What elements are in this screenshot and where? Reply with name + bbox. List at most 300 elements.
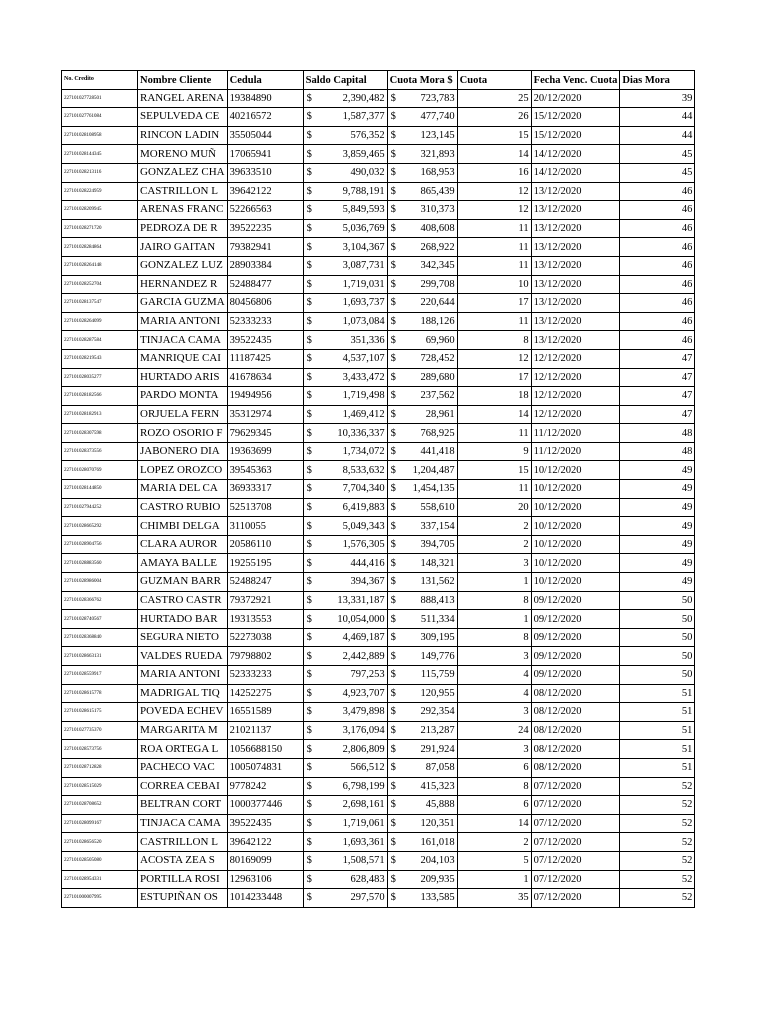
- cell-cuota-mora[interactable]: [387, 796, 457, 815]
- cell-dias-mora[interactable]: 52: [620, 796, 695, 815]
- cell-saldo-capital[interactable]: [303, 442, 387, 461]
- cell-cuota[interactable]: 6: [457, 796, 531, 815]
- cell-fecha-venc[interactable]: 08/12/2020: [531, 721, 620, 740]
- cell-fecha-venc[interactable]: 08/12/2020: [531, 703, 620, 722]
- cell-nombre-cliente[interactable]: TINJACA CAMA: [138, 331, 228, 350]
- cell-nombre-cliente[interactable]: MANRIQUE CAI: [138, 349, 228, 368]
- cell-no-credito[interactable]: 227101028271720: [62, 219, 138, 238]
- cell-dias-mora[interactable]: 48: [620, 442, 695, 461]
- cell-saldo-capital[interactable]: [303, 870, 387, 889]
- cell-cuota-mora[interactable]: [387, 647, 457, 666]
- cell-cuota-mora[interactable]: [387, 498, 457, 517]
- cell-fecha-venc[interactable]: 07/12/2020: [531, 851, 620, 870]
- cell-cedula[interactable]: 79629345: [227, 424, 303, 443]
- cell-saldo-capital[interactable]: [303, 349, 387, 368]
- cell-no-credito[interactable]: 227101028137547: [62, 294, 138, 313]
- cell-nombre-cliente[interactable]: MARIA DEL CA: [138, 480, 228, 499]
- cell-cuota[interactable]: 12: [457, 349, 531, 368]
- cell-cuota[interactable]: 12: [457, 201, 531, 220]
- cell-cuota-mora[interactable]: [387, 163, 457, 182]
- cell-nombre-cliente[interactable]: TINJACA CAMA: [138, 814, 228, 833]
- cell-dias-mora[interactable]: 52: [620, 814, 695, 833]
- cell-saldo-capital[interactable]: [303, 145, 387, 164]
- cell-no-credito[interactable]: 227101028284864: [62, 238, 138, 257]
- header-cuota[interactable]: Cuota: [457, 71, 531, 90]
- cell-no-credito[interactable]: 227101028515029: [62, 777, 138, 796]
- cell-cuota[interactable]: 10: [457, 275, 531, 294]
- cell-cedula[interactable]: 19384890: [227, 89, 303, 108]
- cell-cuota-mora[interactable]: [387, 387, 457, 406]
- cell-no-credito[interactable]: 227101028904756: [62, 535, 138, 554]
- cell-cuota-mora[interactable]: [387, 331, 457, 350]
- cell-nombre-cliente[interactable]: GUZMAN BARR: [138, 573, 228, 592]
- cell-nombre-cliente[interactable]: CASTRO RUBIO: [138, 498, 228, 517]
- cell-dias-mora[interactable]: 46: [620, 238, 695, 257]
- cell-cuota[interactable]: 20: [457, 498, 531, 517]
- cell-cuota[interactable]: 11: [457, 256, 531, 275]
- cell-nombre-cliente[interactable]: ROZO OSORIO F: [138, 424, 228, 443]
- cell-cuota-mora[interactable]: [387, 312, 457, 331]
- cell-nombre-cliente[interactable]: CHIMBI DELGA: [138, 517, 228, 536]
- cell-cuota[interactable]: 11: [457, 424, 531, 443]
- cell-saldo-capital[interactable]: [303, 424, 387, 443]
- cell-cuota[interactable]: 12: [457, 182, 531, 201]
- cell-saldo-capital[interactable]: [303, 833, 387, 852]
- cell-saldo-capital[interactable]: [303, 219, 387, 238]
- cell-cuota[interactable]: 11: [457, 480, 531, 499]
- cell-cuota-mora[interactable]: [387, 294, 457, 313]
- cell-nombre-cliente[interactable]: HERNANDEZ R: [138, 275, 228, 294]
- cell-cedula[interactable]: 52488247: [227, 573, 303, 592]
- cell-saldo-capital[interactable]: [303, 108, 387, 127]
- cell-no-credito[interactable]: 227101028366762: [62, 591, 138, 610]
- cell-dias-mora[interactable]: 50: [620, 610, 695, 629]
- cell-cuota[interactable]: 16: [457, 163, 531, 182]
- cell-fecha-venc[interactable]: 10/12/2020: [531, 554, 620, 573]
- cell-dias-mora[interactable]: 51: [620, 721, 695, 740]
- cell-no-credito[interactable]: 227101028665292: [62, 517, 138, 536]
- cell-saldo-capital[interactable]: [303, 256, 387, 275]
- cell-fecha-venc[interactable]: 10/12/2020: [531, 480, 620, 499]
- cell-cuota-mora[interactable]: [387, 889, 457, 908]
- cell-dias-mora[interactable]: 45: [620, 163, 695, 182]
- cell-cuota[interactable]: 1: [457, 573, 531, 592]
- cell-nombre-cliente[interactable]: ESTUPIÑAN OS: [138, 889, 228, 908]
- cell-no-credito[interactable]: 227101027735370: [62, 721, 138, 740]
- cell-nombre-cliente[interactable]: BELTRAN CORT: [138, 796, 228, 815]
- cell-cuota-mora[interactable]: [387, 517, 457, 536]
- cell-cuota[interactable]: 11: [457, 312, 531, 331]
- cell-cedula[interactable]: 1000377446: [227, 796, 303, 815]
- cell-cuota[interactable]: 8: [457, 591, 531, 610]
- cell-no-credito[interactable]: 227101028559917: [62, 666, 138, 685]
- cell-cuota[interactable]: 3: [457, 647, 531, 666]
- cell-no-credito[interactable]: 227101028307598: [62, 424, 138, 443]
- cell-nombre-cliente[interactable]: JABONERO DIA: [138, 442, 228, 461]
- cell-saldo-capital[interactable]: [303, 163, 387, 182]
- cell-saldo-capital[interactable]: [303, 238, 387, 257]
- cell-no-credito[interactable]: 227101028099167: [62, 814, 138, 833]
- cell-dias-mora[interactable]: 49: [620, 554, 695, 573]
- cell-saldo-capital[interactable]: [303, 628, 387, 647]
- cell-cedula[interactable]: 17065941: [227, 145, 303, 164]
- cell-cedula[interactable]: 19494956: [227, 387, 303, 406]
- cell-cedula[interactable]: 12963106: [227, 870, 303, 889]
- cell-fecha-venc[interactable]: 12/12/2020: [531, 368, 620, 387]
- cell-saldo-capital[interactable]: [303, 684, 387, 703]
- cell-nombre-cliente[interactable]: JAIRO GAITAN: [138, 238, 228, 257]
- cell-dias-mora[interactable]: 51: [620, 684, 695, 703]
- cell-cedula[interactable]: 1056688150: [227, 740, 303, 759]
- cell-saldo-capital[interactable]: [303, 851, 387, 870]
- cell-cuota-mora[interactable]: [387, 201, 457, 220]
- header-cuota-mora[interactable]: Cuota Mora $: [387, 71, 457, 90]
- cell-fecha-venc[interactable]: 12/12/2020: [531, 349, 620, 368]
- cell-cedula[interactable]: 79798802: [227, 647, 303, 666]
- cell-cedula[interactable]: 19255195: [227, 554, 303, 573]
- cell-cuota-mora[interactable]: [387, 480, 457, 499]
- cell-no-credito[interactable]: 227101028144345: [62, 145, 138, 164]
- cell-no-credito[interactable]: 227101028070769: [62, 461, 138, 480]
- cell-cedula[interactable]: 52488477: [227, 275, 303, 294]
- cell-dias-mora[interactable]: 52: [620, 889, 695, 908]
- cell-cedula[interactable]: 39633510: [227, 163, 303, 182]
- cell-nombre-cliente[interactable]: ORJUELA FERN: [138, 405, 228, 424]
- cell-nombre-cliente[interactable]: LOPEZ OROZCO: [138, 461, 228, 480]
- cell-no-credito[interactable]: 227101028708652: [62, 796, 138, 815]
- cell-cuota-mora[interactable]: [387, 684, 457, 703]
- cell-cedula[interactable]: 39522435: [227, 331, 303, 350]
- cell-dias-mora[interactable]: 45: [620, 145, 695, 164]
- cell-no-credito[interactable]: 227101028144850: [62, 480, 138, 499]
- cell-cedula[interactable]: 19363699: [227, 442, 303, 461]
- cell-dias-mora[interactable]: 49: [620, 461, 695, 480]
- cell-nombre-cliente[interactable]: CORREA CEBAI: [138, 777, 228, 796]
- cell-cuota-mora[interactable]: [387, 573, 457, 592]
- cell-nombre-cliente[interactable]: SEGURA NIETO: [138, 628, 228, 647]
- cell-saldo-capital[interactable]: [303, 312, 387, 331]
- cell-cedula[interactable]: 19313553: [227, 610, 303, 629]
- cell-fecha-venc[interactable]: 09/12/2020: [531, 628, 620, 647]
- cell-fecha-venc[interactable]: 08/12/2020: [531, 740, 620, 759]
- cell-cedula[interactable]: 1014233448: [227, 889, 303, 908]
- cell-saldo-capital[interactable]: [303, 480, 387, 499]
- cell-cedula[interactable]: 39545363: [227, 461, 303, 480]
- cell-nombre-cliente[interactable]: HURTADO ARIS: [138, 368, 228, 387]
- cell-no-credito[interactable]: 227101027761084: [62, 108, 138, 127]
- cell-nombre-cliente[interactable]: MARIA ANTONI: [138, 666, 228, 685]
- cell-fecha-venc[interactable]: 10/12/2020: [531, 461, 620, 480]
- cell-cedula[interactable]: 52333233: [227, 312, 303, 331]
- cell-cuota-mora[interactable]: [387, 442, 457, 461]
- cell-cuota[interactable]: 14: [457, 145, 531, 164]
- cell-no-credito[interactable]: 227101027944252: [62, 498, 138, 517]
- cell-cuota-mora[interactable]: [387, 758, 457, 777]
- header-cedula[interactable]: Cedula: [227, 71, 303, 90]
- header-fecha-venc[interactable]: Fecha Venc. Cuota: [531, 71, 620, 90]
- cell-cuota-mora[interactable]: [387, 145, 457, 164]
- cell-cuota[interactable]: 17: [457, 368, 531, 387]
- cell-nombre-cliente[interactable]: POVEDA ECHEV: [138, 703, 228, 722]
- cell-cedula[interactable]: 20586110: [227, 535, 303, 554]
- cell-cuota-mora[interactable]: [387, 108, 457, 127]
- cell-saldo-capital[interactable]: [303, 666, 387, 685]
- cell-saldo-capital[interactable]: [303, 758, 387, 777]
- cell-cuota[interactable]: 15: [457, 461, 531, 480]
- cell-dias-mora[interactable]: 49: [620, 573, 695, 592]
- cell-fecha-venc[interactable]: 07/12/2020: [531, 889, 620, 908]
- cell-fecha-venc[interactable]: 08/12/2020: [531, 684, 620, 703]
- cell-saldo-capital[interactable]: [303, 535, 387, 554]
- cell-saldo-capital[interactable]: [303, 387, 387, 406]
- cell-cuota[interactable]: 35: [457, 889, 531, 908]
- cell-no-credito[interactable]: 227101028213116: [62, 163, 138, 182]
- cell-nombre-cliente[interactable]: PORTILLA ROSI: [138, 870, 228, 889]
- cell-nombre-cliente[interactable]: ACOSTA ZEA S: [138, 851, 228, 870]
- cell-cuota[interactable]: 17: [457, 294, 531, 313]
- cell-no-credito[interactable]: 227101027728501: [62, 89, 138, 108]
- cell-dias-mora[interactable]: 50: [620, 628, 695, 647]
- cell-fecha-venc[interactable]: 13/12/2020: [531, 294, 620, 313]
- cell-cuota-mora[interactable]: [387, 721, 457, 740]
- cell-cuota[interactable]: 11: [457, 238, 531, 257]
- cell-cuota-mora[interactable]: [387, 703, 457, 722]
- cell-cuota-mora[interactable]: [387, 219, 457, 238]
- cell-cuota[interactable]: 18: [457, 387, 531, 406]
- cell-fecha-venc[interactable]: 07/12/2020: [531, 833, 620, 852]
- cell-dias-mora[interactable]: 48: [620, 424, 695, 443]
- cell-saldo-capital[interactable]: [303, 182, 387, 201]
- cell-saldo-capital[interactable]: [303, 89, 387, 108]
- cell-nombre-cliente[interactable]: MORENO MUÑ: [138, 145, 228, 164]
- cell-cuota-mora[interactable]: [387, 610, 457, 629]
- cell-no-credito[interactable]: 227101028287584: [62, 331, 138, 350]
- cell-nombre-cliente[interactable]: MADRIGAL TIQ: [138, 684, 228, 703]
- cell-cuota[interactable]: 15: [457, 126, 531, 145]
- cell-nombre-cliente[interactable]: MARIA ANTONI: [138, 312, 228, 331]
- cell-dias-mora[interactable]: 52: [620, 833, 695, 852]
- cell-cuota-mora[interactable]: [387, 349, 457, 368]
- cell-cuota[interactable]: 4: [457, 666, 531, 685]
- cell-cuota-mora[interactable]: [387, 666, 457, 685]
- cell-no-credito[interactable]: 227101028712828: [62, 758, 138, 777]
- cell-cedula[interactable]: 35312974: [227, 405, 303, 424]
- cell-nombre-cliente[interactable]: RINCON LADIN: [138, 126, 228, 145]
- cell-cuota-mora[interactable]: [387, 740, 457, 759]
- cell-dias-mora[interactable]: 46: [620, 219, 695, 238]
- cell-cedula[interactable]: 1005074831: [227, 758, 303, 777]
- cell-fecha-venc[interactable]: 09/12/2020: [531, 666, 620, 685]
- cell-cuota[interactable]: 6: [457, 758, 531, 777]
- cell-nombre-cliente[interactable]: CASTRILLON L: [138, 833, 228, 852]
- cell-cuota-mora[interactable]: [387, 554, 457, 573]
- cell-no-credito[interactable]: 227101028252704: [62, 275, 138, 294]
- cell-fecha-venc[interactable]: 10/12/2020: [531, 498, 620, 517]
- cell-cuota-mora[interactable]: [387, 368, 457, 387]
- cell-nombre-cliente[interactable]: ROA ORTEGA L: [138, 740, 228, 759]
- cell-cuota[interactable]: 2: [457, 517, 531, 536]
- cell-saldo-capital[interactable]: [303, 647, 387, 666]
- cell-saldo-capital[interactable]: [303, 610, 387, 629]
- cell-dias-mora[interactable]: 46: [620, 294, 695, 313]
- cell-dias-mora[interactable]: 50: [620, 591, 695, 610]
- cell-no-credito[interactable]: 227101028209945: [62, 201, 138, 220]
- cell-saldo-capital[interactable]: [303, 777, 387, 796]
- cell-saldo-capital[interactable]: [303, 294, 387, 313]
- cell-saldo-capital[interactable]: [303, 721, 387, 740]
- cell-cedula[interactable]: 39642122: [227, 833, 303, 852]
- cell-no-credito[interactable]: 227101028615175: [62, 703, 138, 722]
- cell-nombre-cliente[interactable]: AMAYA BALLE: [138, 554, 228, 573]
- cell-fecha-venc[interactable]: 07/12/2020: [531, 777, 620, 796]
- cell-saldo-capital[interactable]: [303, 814, 387, 833]
- cell-fecha-venc[interactable]: 15/12/2020: [531, 126, 620, 145]
- cell-dias-mora[interactable]: 47: [620, 349, 695, 368]
- cell-cuota[interactable]: 11: [457, 219, 531, 238]
- cell-nombre-cliente[interactable]: PARDO MONTA: [138, 387, 228, 406]
- cell-saldo-capital[interactable]: [303, 368, 387, 387]
- cell-no-credito[interactable]: 227101028264148: [62, 256, 138, 275]
- cell-fecha-venc[interactable]: 13/12/2020: [531, 275, 620, 294]
- header-saldo-capital[interactable]: Saldo Capital: [303, 71, 387, 90]
- cell-dias-mora[interactable]: 49: [620, 517, 695, 536]
- cell-cuota-mora[interactable]: [387, 182, 457, 201]
- cell-cuota[interactable]: 14: [457, 405, 531, 424]
- cell-cedula[interactable]: 11187425: [227, 349, 303, 368]
- cell-no-credito[interactable]: 227101028264099: [62, 312, 138, 331]
- cell-dias-mora[interactable]: 44: [620, 108, 695, 127]
- cell-dias-mora[interactable]: 46: [620, 275, 695, 294]
- cell-nombre-cliente[interactable]: CLARA AUROR: [138, 535, 228, 554]
- cell-saldo-capital[interactable]: [303, 331, 387, 350]
- cell-cuota-mora[interactable]: [387, 89, 457, 108]
- cell-saldo-capital[interactable]: [303, 573, 387, 592]
- cell-nombre-cliente[interactable]: MARGARITA M: [138, 721, 228, 740]
- cell-saldo-capital[interactable]: [303, 591, 387, 610]
- cell-fecha-venc[interactable]: 09/12/2020: [531, 591, 620, 610]
- cell-no-credito[interactable]: 227101028108958: [62, 126, 138, 145]
- cell-fecha-venc[interactable]: 15/12/2020: [531, 108, 620, 127]
- cell-saldo-capital[interactable]: [303, 126, 387, 145]
- cell-fecha-venc[interactable]: 14/12/2020: [531, 163, 620, 182]
- cell-fecha-venc[interactable]: 13/12/2020: [531, 256, 620, 275]
- cell-fecha-venc[interactable]: 08/12/2020: [531, 758, 620, 777]
- cell-cuota[interactable]: 4: [457, 684, 531, 703]
- cell-dias-mora[interactable]: 51: [620, 758, 695, 777]
- cell-no-credito[interactable]: 227101000007995: [62, 889, 138, 908]
- cell-cuota[interactable]: 3: [457, 554, 531, 573]
- cell-fecha-venc[interactable]: 10/12/2020: [531, 535, 620, 554]
- cell-fecha-venc[interactable]: 13/12/2020: [531, 182, 620, 201]
- cell-fecha-venc[interactable]: 07/12/2020: [531, 870, 620, 889]
- cell-nombre-cliente[interactable]: GONZALEZ CHA: [138, 163, 228, 182]
- cell-cuota-mora[interactable]: [387, 628, 457, 647]
- cell-dias-mora[interactable]: 52: [620, 851, 695, 870]
- cell-saldo-capital[interactable]: [303, 275, 387, 294]
- cell-fecha-venc[interactable]: 12/12/2020: [531, 405, 620, 424]
- cell-fecha-venc[interactable]: 13/12/2020: [531, 201, 620, 220]
- cell-no-credito[interactable]: 227101028035277: [62, 368, 138, 387]
- cell-saldo-capital[interactable]: [303, 703, 387, 722]
- cell-cedula[interactable]: 41678634: [227, 368, 303, 387]
- cell-no-credito[interactable]: 227101028219543: [62, 349, 138, 368]
- cell-dias-mora[interactable]: 52: [620, 777, 695, 796]
- cell-cedula[interactable]: 52273038: [227, 628, 303, 647]
- cell-cedula[interactable]: 79382941: [227, 238, 303, 257]
- cell-cuota[interactable]: 1: [457, 870, 531, 889]
- cell-cedula[interactable]: 21021137: [227, 721, 303, 740]
- cell-cedula[interactable]: 39642122: [227, 182, 303, 201]
- cell-no-credito[interactable]: 227101028373556: [62, 442, 138, 461]
- cell-no-credito[interactable]: 227101028986004: [62, 573, 138, 592]
- cell-no-credito[interactable]: 227101028505080: [62, 851, 138, 870]
- cell-cedula[interactable]: 52333233: [227, 666, 303, 685]
- cell-saldo-capital[interactable]: [303, 517, 387, 536]
- cell-no-credito[interactable]: 227101028182913: [62, 405, 138, 424]
- cell-cedula[interactable]: 9778242: [227, 777, 303, 796]
- cell-fecha-venc[interactable]: 13/12/2020: [531, 238, 620, 257]
- cell-cedula[interactable]: 80456806: [227, 294, 303, 313]
- cell-saldo-capital[interactable]: [303, 201, 387, 220]
- cell-fecha-venc[interactable]: 12/12/2020: [531, 387, 620, 406]
- cell-nombre-cliente[interactable]: ARENAS FRANC: [138, 201, 228, 220]
- cell-cedula[interactable]: 52266563: [227, 201, 303, 220]
- cell-dias-mora[interactable]: 46: [620, 182, 695, 201]
- cell-cuota-mora[interactable]: [387, 777, 457, 796]
- cell-dias-mora[interactable]: 46: [620, 256, 695, 275]
- cell-cedula[interactable]: 3110055: [227, 517, 303, 536]
- cell-no-credito[interactable]: 227101028615778: [62, 684, 138, 703]
- cell-cedula[interactable]: 39522435: [227, 814, 303, 833]
- cell-no-credito[interactable]: 227101028954331: [62, 870, 138, 889]
- cell-cedula[interactable]: 14252275: [227, 684, 303, 703]
- cell-cuota-mora[interactable]: [387, 126, 457, 145]
- cell-fecha-venc[interactable]: 11/12/2020: [531, 424, 620, 443]
- cell-cedula[interactable]: 28903384: [227, 256, 303, 275]
- cell-no-credito[interactable]: 227101028663131: [62, 647, 138, 666]
- cell-dias-mora[interactable]: 51: [620, 740, 695, 759]
- cell-cuota[interactable]: 26: [457, 108, 531, 127]
- cell-dias-mora[interactable]: 47: [620, 368, 695, 387]
- cell-cuota-mora[interactable]: [387, 833, 457, 852]
- cell-fecha-venc[interactable]: 20/12/2020: [531, 89, 620, 108]
- cell-cedula[interactable]: 52513708: [227, 498, 303, 517]
- cell-dias-mora[interactable]: 49: [620, 535, 695, 554]
- cell-nombre-cliente[interactable]: SEPULVEDA CE: [138, 108, 228, 127]
- cell-fecha-venc[interactable]: 13/12/2020: [531, 219, 620, 238]
- cell-fecha-venc[interactable]: 07/12/2020: [531, 814, 620, 833]
- cell-saldo-capital[interactable]: [303, 461, 387, 480]
- cell-cuota-mora[interactable]: [387, 256, 457, 275]
- cell-fecha-venc[interactable]: 10/12/2020: [531, 517, 620, 536]
- cell-no-credito[interactable]: 227101028224959: [62, 182, 138, 201]
- cell-no-credito[interactable]: 227101028740567: [62, 610, 138, 629]
- cell-no-credito[interactable]: 227101028368840: [62, 628, 138, 647]
- cell-cuota[interactable]: 14: [457, 814, 531, 833]
- cell-no-credito[interactable]: 227101028573756: [62, 740, 138, 759]
- cell-saldo-capital[interactable]: [303, 498, 387, 517]
- cell-no-credito[interactable]: 227101028182566: [62, 387, 138, 406]
- cell-cedula[interactable]: 40216572: [227, 108, 303, 127]
- cell-nombre-cliente[interactable]: CASTRO CASTR: [138, 591, 228, 610]
- cell-dias-mora[interactable]: 51: [620, 703, 695, 722]
- cell-cuota-mora[interactable]: [387, 405, 457, 424]
- cell-cuota[interactable]: 8: [457, 331, 531, 350]
- cell-dias-mora[interactable]: 47: [620, 405, 695, 424]
- cell-dias-mora[interactable]: 47: [620, 387, 695, 406]
- cell-dias-mora[interactable]: 52: [620, 870, 695, 889]
- cell-fecha-venc[interactable]: 13/12/2020: [531, 312, 620, 331]
